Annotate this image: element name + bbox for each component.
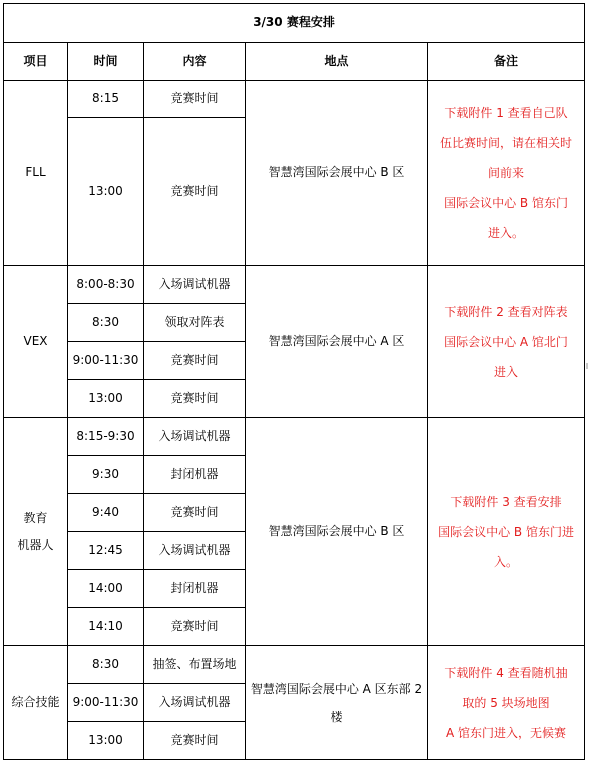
content-cell: 封闭机器 <box>144 570 246 608</box>
content-cell: 竞赛时间 <box>144 380 246 418</box>
note-line: 国际会议中心 B 馆东门 <box>444 196 568 210</box>
venue-cell <box>246 81 428 266</box>
table-row <box>4 81 585 118</box>
note-line: 伍比赛时间，请在相关时 <box>440 136 573 150</box>
venue-text: 智慧湾国际会展中心 A 区 <box>268 333 405 348</box>
note-line: 入。 <box>494 554 519 569</box>
project-cell <box>4 266 68 418</box>
content-cell: 入场调试机器 <box>144 532 246 570</box>
note-line: 进入。 <box>488 226 525 240</box>
venue-text: 智慧湾国际会展中心 A 区东部 2 <box>250 681 423 696</box>
time-cell: 13:00 <box>68 380 144 418</box>
note-text-block <box>428 94 584 252</box>
note-cell <box>428 81 585 266</box>
header-venue: 地点 <box>246 43 428 81</box>
project-label: 机器人 <box>17 537 54 552</box>
header-time: 时间 <box>68 43 144 81</box>
note-cell <box>428 418 585 646</box>
schedule-body <box>4 4 585 760</box>
header-row <box>4 43 585 81</box>
content-cell: 封闭机器 <box>144 456 246 494</box>
time-cell: 8:00-8:30 <box>68 266 144 304</box>
time-cell: 14:10 <box>68 608 144 646</box>
header-project: 项目 <box>4 43 68 81</box>
note-text-block <box>428 483 584 581</box>
time-cell: 14:00 <box>68 570 144 608</box>
note-cell <box>428 266 585 418</box>
content-cell: 抽签、布置场地 <box>144 646 246 684</box>
venue-text: 楼 <box>330 709 343 724</box>
venue-cell <box>246 266 428 418</box>
project-label: 教育 <box>23 510 48 525</box>
content-cell: 入场调试机器 <box>144 418 246 456</box>
time-cell: 9:30 <box>68 456 144 494</box>
table-row <box>4 418 585 456</box>
project-label: FLL <box>25 165 46 180</box>
note-line: 间前来 <box>488 166 525 180</box>
note-line: 国际会议中心 B 馆东门进 <box>438 524 574 539</box>
time-cell: 9:00-11:30 <box>68 342 144 380</box>
content-cell: 竞赛时间 <box>144 494 246 532</box>
venue-text: 智慧湾国际会展中心 B 区 <box>268 523 405 538</box>
time-cell: 8:30 <box>68 646 144 684</box>
title-row <box>4 4 585 43</box>
note-cell <box>428 646 585 760</box>
note-line: A 馆东门进入，无候赛 <box>446 725 567 740</box>
content-cell: 竞赛时间 <box>144 81 246 118</box>
time-cell: 8:15-9:30 <box>68 418 144 456</box>
note-line: 进入 <box>494 364 519 379</box>
note-text-block <box>428 654 584 752</box>
content-cell: 竞赛时间 <box>144 118 246 266</box>
note-line: 下载附件 2 查看对阵表 <box>444 304 568 319</box>
project-cell <box>4 418 68 646</box>
note-line: 国际会议中心 A 馆北门 <box>444 334 568 349</box>
venue-cell <box>246 646 428 760</box>
content-cell: 竞赛时间 <box>144 722 246 760</box>
page-scroll-mark <box>586 363 588 369</box>
time-cell: 9:40 <box>68 494 144 532</box>
note-text-block <box>428 293 584 391</box>
schedule-table <box>3 3 585 760</box>
project-label: VEX <box>23 333 48 348</box>
time-cell: 8:15 <box>68 81 144 118</box>
note-line: 下载附件 1 查看自己队 <box>444 106 568 120</box>
venue-cell <box>246 418 428 646</box>
project-label: 综合技能 <box>11 694 60 709</box>
project-cell <box>4 646 68 760</box>
header-content: 内容 <box>144 43 246 81</box>
time-cell: 13:00 <box>68 118 144 266</box>
page-right-edge <box>585 0 589 764</box>
table-row <box>4 266 585 304</box>
time-cell: 13:00 <box>68 722 144 760</box>
content-cell: 领取对阵表 <box>144 304 246 342</box>
content-cell: 竞赛时间 <box>144 342 246 380</box>
table-title: 3/30 赛程安排 <box>4 4 585 43</box>
time-cell: 8:30 <box>68 304 144 342</box>
time-cell: 9:00-11:30 <box>68 684 144 722</box>
project-cell <box>4 81 68 266</box>
table-row <box>4 646 585 684</box>
note-line: 取的 5 块场地图 <box>462 695 550 710</box>
header-notes: 备注 <box>428 43 585 81</box>
note-line: 下载附件 4 查看随机抽 <box>444 665 568 680</box>
time-cell: 12:45 <box>68 532 144 570</box>
note-line: 下载附件 3 查看安排 <box>450 494 562 509</box>
content-cell: 入场调试机器 <box>144 684 246 722</box>
content-cell: 竞赛时间 <box>144 608 246 646</box>
venue-text: 智慧湾国际会展中心 B 区 <box>268 165 405 180</box>
content-cell: 入场调试机器 <box>144 266 246 304</box>
